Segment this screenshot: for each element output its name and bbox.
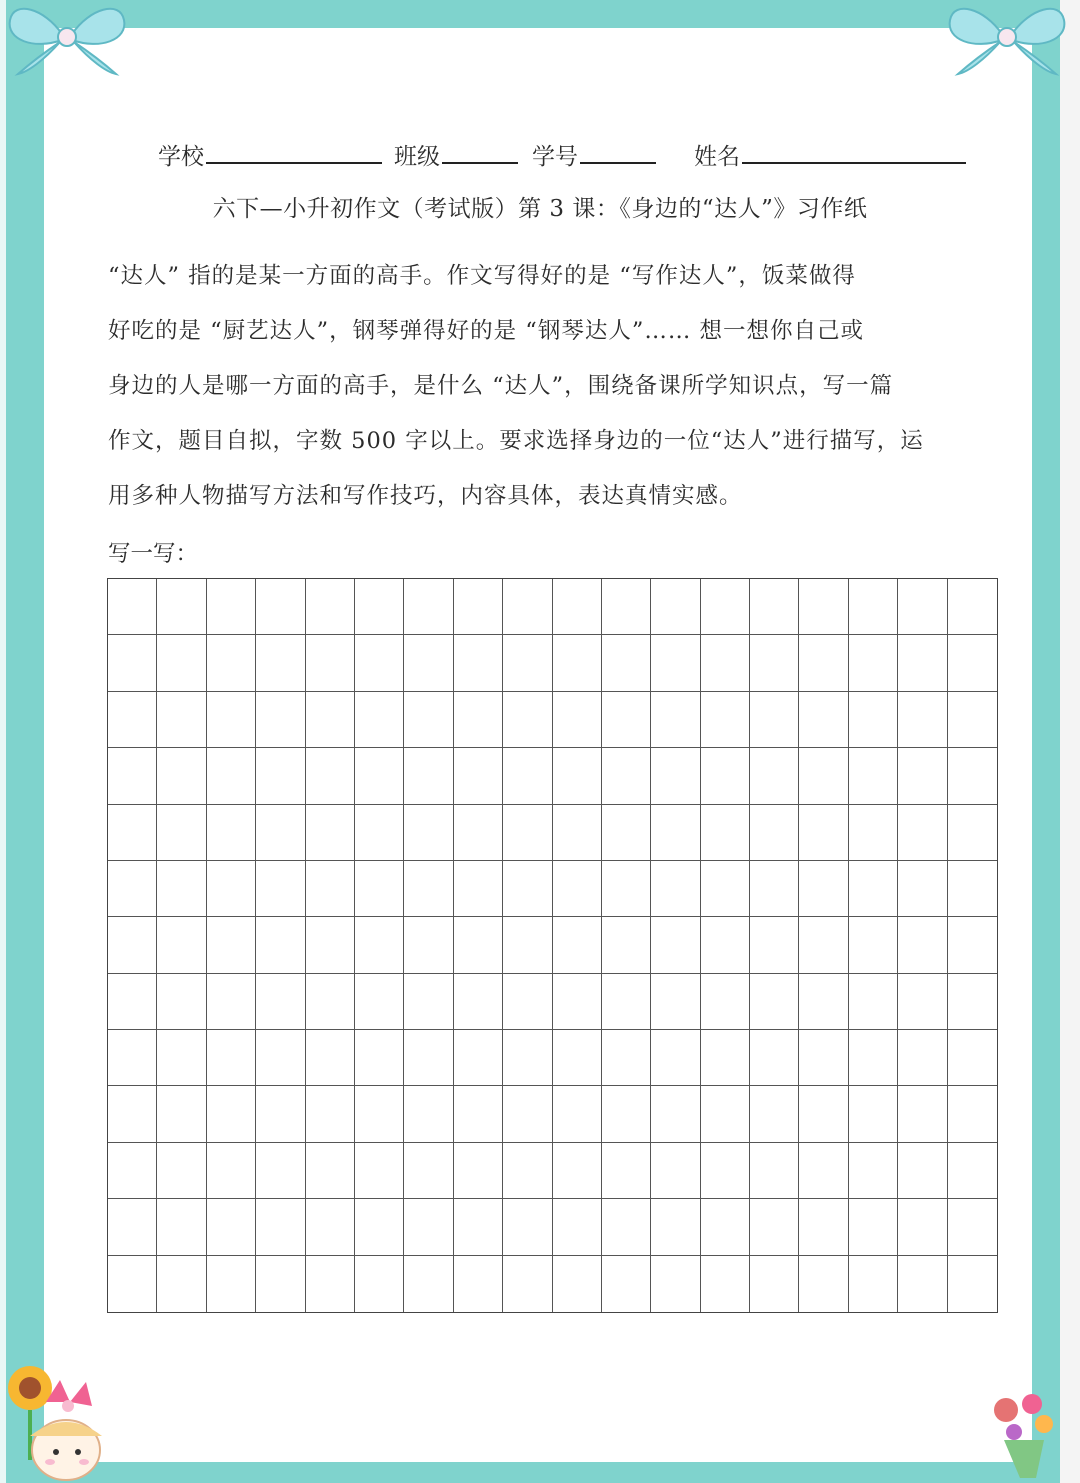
grid-cell[interactable] bbox=[157, 1256, 206, 1312]
grid-cell[interactable] bbox=[306, 1143, 355, 1199]
grid-cell[interactable] bbox=[404, 1256, 453, 1312]
grid-cell[interactable] bbox=[306, 692, 355, 748]
grid-cell[interactable] bbox=[849, 1030, 898, 1086]
grid-cell[interactable] bbox=[207, 861, 256, 917]
grid-cell[interactable] bbox=[948, 1030, 997, 1086]
grid-cell[interactable] bbox=[454, 1256, 503, 1312]
grid-cell[interactable] bbox=[898, 1256, 947, 1312]
grid-cell[interactable] bbox=[799, 1256, 848, 1312]
grid-cell[interactable] bbox=[355, 974, 404, 1030]
grid-cell[interactable] bbox=[701, 1086, 750, 1142]
grid-cell[interactable] bbox=[553, 748, 602, 804]
grid-cell[interactable] bbox=[651, 974, 700, 1030]
grid-cell[interactable] bbox=[849, 1143, 898, 1199]
grid-cell[interactable] bbox=[701, 1030, 750, 1086]
class-blank[interactable] bbox=[442, 162, 518, 164]
grid-cell[interactable] bbox=[207, 1086, 256, 1142]
grid-cell[interactable] bbox=[404, 917, 453, 973]
grid-cell[interactable] bbox=[157, 1030, 206, 1086]
grid-cell[interactable] bbox=[404, 805, 453, 861]
grid-cell[interactable] bbox=[799, 917, 848, 973]
grid-cell[interactable] bbox=[157, 579, 206, 635]
grid-cell[interactable] bbox=[207, 748, 256, 804]
grid-cell[interactable] bbox=[503, 1030, 552, 1086]
grid-cell[interactable] bbox=[108, 974, 157, 1030]
grid-cell[interactable] bbox=[701, 1199, 750, 1255]
grid-cell[interactable] bbox=[553, 692, 602, 748]
grid-cell[interactable] bbox=[256, 1030, 305, 1086]
grid-cell[interactable] bbox=[651, 1086, 700, 1142]
grid-cell[interactable] bbox=[157, 1143, 206, 1199]
grid-cell[interactable] bbox=[701, 579, 750, 635]
grid-cell[interactable] bbox=[108, 635, 157, 691]
grid-cell[interactable] bbox=[306, 1199, 355, 1255]
grid-cell[interactable] bbox=[948, 805, 997, 861]
grid-cell[interactable] bbox=[651, 1199, 700, 1255]
grid-cell[interactable] bbox=[602, 1143, 651, 1199]
grid-cell[interactable] bbox=[404, 974, 453, 1030]
grid-cell[interactable] bbox=[503, 692, 552, 748]
grid-cell[interactable] bbox=[207, 805, 256, 861]
flower-bouquet-icon bbox=[984, 1380, 1064, 1480]
grid-cell[interactable] bbox=[454, 579, 503, 635]
grid-cell[interactable] bbox=[602, 861, 651, 917]
grid-cell[interactable] bbox=[750, 635, 799, 691]
grid-cell[interactable] bbox=[651, 635, 700, 691]
grid-cell[interactable] bbox=[108, 861, 157, 917]
name-blank[interactable] bbox=[742, 162, 966, 164]
grid-cell[interactable] bbox=[602, 579, 651, 635]
grid-cell[interactable] bbox=[602, 748, 651, 804]
grid-cell[interactable] bbox=[701, 635, 750, 691]
grid-cell[interactable] bbox=[849, 1199, 898, 1255]
grid-cell[interactable] bbox=[108, 1086, 157, 1142]
grid-cell[interactable] bbox=[355, 1086, 404, 1142]
grid-cell[interactable] bbox=[108, 1199, 157, 1255]
grid-cell[interactable] bbox=[602, 1086, 651, 1142]
grid-cell[interactable] bbox=[701, 748, 750, 804]
grid-cell[interactable] bbox=[404, 748, 453, 804]
writing-grid[interactable] bbox=[107, 578, 998, 1313]
grid-cell[interactable] bbox=[157, 692, 206, 748]
grid-cell[interactable] bbox=[553, 579, 602, 635]
grid-cell[interactable] bbox=[207, 635, 256, 691]
grid-cell[interactable] bbox=[553, 1030, 602, 1086]
grid-cell[interactable] bbox=[207, 579, 256, 635]
grid-cell[interactable] bbox=[503, 974, 552, 1030]
grid-cell[interactable] bbox=[651, 805, 700, 861]
grid-cell[interactable] bbox=[306, 861, 355, 917]
grid-cell[interactable] bbox=[404, 1143, 453, 1199]
grid-cell[interactable] bbox=[701, 692, 750, 748]
grid-cell[interactable] bbox=[701, 1143, 750, 1199]
grid-cell[interactable] bbox=[454, 692, 503, 748]
school-blank[interactable] bbox=[206, 162, 382, 164]
grid-cell[interactable] bbox=[108, 917, 157, 973]
grid-cell[interactable] bbox=[898, 692, 947, 748]
grid-cell[interactable] bbox=[799, 805, 848, 861]
grid-cell[interactable] bbox=[108, 1030, 157, 1086]
grid-cell[interactable] bbox=[948, 1086, 997, 1142]
grid-cell[interactable] bbox=[355, 805, 404, 861]
grid-cell[interactable] bbox=[157, 635, 206, 691]
grid-cell[interactable] bbox=[404, 1199, 453, 1255]
grid-cell[interactable] bbox=[651, 861, 700, 917]
grid-cell[interactable] bbox=[207, 1030, 256, 1086]
grid-cell[interactable] bbox=[799, 861, 848, 917]
grid-cell[interactable] bbox=[503, 1256, 552, 1312]
student-no-label: 学号 bbox=[532, 144, 578, 170]
grid-cell[interactable] bbox=[750, 917, 799, 973]
grid-cell[interactable] bbox=[701, 861, 750, 917]
grid-cell[interactable] bbox=[750, 1143, 799, 1199]
grid-cell[interactable] bbox=[799, 579, 848, 635]
prompt-line: 身边的人是哪一方面的高手，是什么 “达人”，围绕备课所学知识点，写一篇 bbox=[108, 373, 894, 399]
grid-cell[interactable] bbox=[553, 917, 602, 973]
class-label: 班级 bbox=[394, 144, 440, 170]
grid-cell[interactable] bbox=[454, 1086, 503, 1142]
grid-cell[interactable] bbox=[948, 635, 997, 691]
grid-cell[interactable] bbox=[256, 974, 305, 1030]
grid-cell[interactable] bbox=[503, 1199, 552, 1255]
grid-cell[interactable] bbox=[750, 579, 799, 635]
grid-cell[interactable] bbox=[306, 579, 355, 635]
grid-cell[interactable] bbox=[553, 1086, 602, 1142]
grid-cell[interactable] bbox=[157, 1086, 206, 1142]
grid-cell[interactable] bbox=[651, 1256, 700, 1312]
grid-cell[interactable] bbox=[750, 1199, 799, 1255]
grid-cell[interactable] bbox=[355, 861, 404, 917]
grid-cell[interactable] bbox=[256, 748, 305, 804]
grid-cell[interactable] bbox=[306, 1030, 355, 1086]
grid-cell[interactable] bbox=[207, 917, 256, 973]
grid-cell[interactable] bbox=[948, 861, 997, 917]
grid-cell[interactable] bbox=[503, 861, 552, 917]
grid-cell[interactable] bbox=[503, 579, 552, 635]
grid-cell[interactable] bbox=[404, 635, 453, 691]
grid-cell[interactable] bbox=[849, 861, 898, 917]
grid-cell[interactable] bbox=[553, 1199, 602, 1255]
grid-cell[interactable] bbox=[898, 1086, 947, 1142]
grid-cell[interactable] bbox=[602, 692, 651, 748]
grid-cell[interactable] bbox=[108, 748, 157, 804]
grid-cell[interactable] bbox=[701, 1256, 750, 1312]
grid-cell[interactable] bbox=[404, 579, 453, 635]
grid-cell[interactable] bbox=[750, 974, 799, 1030]
bow-icon bbox=[4, 0, 130, 80]
grid-cell[interactable] bbox=[207, 692, 256, 748]
grid-cell[interactable] bbox=[503, 1143, 552, 1199]
grid-cell[interactable] bbox=[108, 805, 157, 861]
prompt-line: 用多种人物描写方法和写作技巧，内容具体，表达真情实感。 bbox=[108, 483, 743, 509]
school-label: 学校 bbox=[158, 144, 204, 170]
grid-cell[interactable] bbox=[898, 1030, 947, 1086]
grid-cell[interactable] bbox=[948, 917, 997, 973]
grid-cell[interactable] bbox=[602, 974, 651, 1030]
grid-cell[interactable] bbox=[256, 1086, 305, 1142]
bow-icon bbox=[944, 0, 1070, 80]
grid-cell[interactable] bbox=[503, 805, 552, 861]
grid-cell[interactable] bbox=[750, 1256, 799, 1312]
grid-cell[interactable] bbox=[256, 805, 305, 861]
worksheet-title: 六下—小升初作文（考试版）第 3 课：《身边的“达人”》习作纸 bbox=[212, 196, 868, 222]
grid-cell[interactable] bbox=[404, 692, 453, 748]
grid-cell[interactable] bbox=[306, 1256, 355, 1312]
grid-cell[interactable] bbox=[454, 1030, 503, 1086]
grid-cell[interactable] bbox=[948, 1256, 997, 1312]
grid-cell[interactable] bbox=[849, 974, 898, 1030]
grid-cell[interactable] bbox=[898, 1199, 947, 1255]
grid-cell[interactable] bbox=[799, 635, 848, 691]
grid-cell[interactable] bbox=[503, 748, 552, 804]
grid-cell[interactable] bbox=[553, 1143, 602, 1199]
grid-cell[interactable] bbox=[651, 1030, 700, 1086]
grid-cell[interactable] bbox=[602, 805, 651, 861]
grid-cell[interactable] bbox=[306, 805, 355, 861]
grid-cell[interactable] bbox=[108, 692, 157, 748]
prompt-line: “达人” 指的是某一方面的高手。作文写得好的是 “写作达人”，饭菜做得 bbox=[108, 263, 856, 289]
grid-cell[interactable] bbox=[404, 1086, 453, 1142]
grid-cell[interactable] bbox=[849, 635, 898, 691]
grid-cell[interactable] bbox=[108, 579, 157, 635]
grid-cell[interactable] bbox=[651, 1143, 700, 1199]
grid-cell[interactable] bbox=[898, 579, 947, 635]
name-label: 姓名 bbox=[694, 144, 740, 170]
grid-cell[interactable] bbox=[157, 974, 206, 1030]
grid-cell[interactable] bbox=[256, 1199, 305, 1255]
grid-cell[interactable] bbox=[651, 579, 700, 635]
grid-cell[interactable] bbox=[701, 974, 750, 1030]
grid-cell[interactable] bbox=[454, 1143, 503, 1199]
grid-cell[interactable] bbox=[355, 748, 404, 804]
grid-cell[interactable] bbox=[849, 692, 898, 748]
grid-cell[interactable] bbox=[256, 635, 305, 691]
grid-cell[interactable] bbox=[256, 1143, 305, 1199]
student-no-blank[interactable] bbox=[580, 162, 656, 164]
grid-cell[interactable] bbox=[306, 635, 355, 691]
grid-cell[interactable] bbox=[454, 805, 503, 861]
grid-cell[interactable] bbox=[207, 974, 256, 1030]
grid-cell[interactable] bbox=[256, 579, 305, 635]
grid-cell[interactable] bbox=[157, 748, 206, 804]
grid-cell[interactable] bbox=[454, 861, 503, 917]
write-label: 写一写： bbox=[108, 541, 199, 567]
grid-cell[interactable] bbox=[207, 1143, 256, 1199]
grid-cell[interactable] bbox=[799, 1199, 848, 1255]
grid-cell[interactable] bbox=[404, 861, 453, 917]
grid-cell[interactable] bbox=[602, 917, 651, 973]
grid-cell[interactable] bbox=[602, 635, 651, 691]
grid-cell[interactable] bbox=[651, 917, 700, 973]
grid-cell[interactable] bbox=[948, 748, 997, 804]
sunflower-icon bbox=[0, 1352, 110, 1483]
grid-cell[interactable] bbox=[256, 861, 305, 917]
grid-cell[interactable] bbox=[306, 974, 355, 1030]
grid-cell[interactable] bbox=[503, 1086, 552, 1142]
prompt-line: 好吃的是 “厨艺达人”，钢琴弹得好的是 “钢琴达人”…… 想一想你自己或 bbox=[108, 318, 864, 344]
grid-cell[interactable] bbox=[948, 579, 997, 635]
grid-cell[interactable] bbox=[651, 692, 700, 748]
grid-cell[interactable] bbox=[602, 1256, 651, 1312]
grid-cell[interactable] bbox=[306, 748, 355, 804]
grid-cell[interactable] bbox=[750, 805, 799, 861]
grid-cell[interactable] bbox=[454, 1199, 503, 1255]
grid-cell[interactable] bbox=[157, 1199, 206, 1255]
grid-cell[interactable] bbox=[701, 917, 750, 973]
grid-cell[interactable] bbox=[750, 861, 799, 917]
grid-cell[interactable] bbox=[849, 748, 898, 804]
grid-cell[interactable] bbox=[355, 1256, 404, 1312]
grid-cell[interactable] bbox=[898, 748, 947, 804]
student-info-row bbox=[0, 132, 1080, 172]
grid-cell[interactable] bbox=[355, 1143, 404, 1199]
grid-cell[interactable] bbox=[355, 1199, 404, 1255]
grid-cell[interactable] bbox=[948, 974, 997, 1030]
grid-cell[interactable] bbox=[898, 917, 947, 973]
grid-cell[interactable] bbox=[454, 917, 503, 973]
grid-cell[interactable] bbox=[799, 1030, 848, 1086]
grid-cell[interactable] bbox=[602, 1199, 651, 1255]
grid-cell[interactable] bbox=[454, 748, 503, 804]
grid-cell[interactable] bbox=[553, 974, 602, 1030]
grid-cell[interactable] bbox=[553, 805, 602, 861]
grid-cell[interactable] bbox=[799, 1143, 848, 1199]
grid-cell[interactable] bbox=[157, 805, 206, 861]
grid-cell[interactable] bbox=[750, 692, 799, 748]
grid-cell[interactable] bbox=[454, 974, 503, 1030]
grid-cell[interactable] bbox=[207, 1199, 256, 1255]
grid-cell[interactable] bbox=[898, 635, 947, 691]
grid-cell[interactable] bbox=[355, 1030, 404, 1086]
grid-cell[interactable] bbox=[207, 1256, 256, 1312]
grid-cell[interactable] bbox=[108, 1143, 157, 1199]
grid-cell[interactable] bbox=[948, 1199, 997, 1255]
grid-cell[interactable] bbox=[651, 748, 700, 804]
grid-cell[interactable] bbox=[157, 861, 206, 917]
grid-cell[interactable] bbox=[799, 692, 848, 748]
grid-cell[interactable] bbox=[256, 1256, 305, 1312]
grid-cell[interactable] bbox=[306, 917, 355, 973]
grid-cell[interactable] bbox=[898, 974, 947, 1030]
grid-cell[interactable] bbox=[108, 1256, 157, 1312]
grid-cell[interactable] bbox=[750, 1086, 799, 1142]
grid-cell[interactable] bbox=[157, 917, 206, 973]
grid-cell[interactable] bbox=[355, 579, 404, 635]
grid-cell[interactable] bbox=[849, 805, 898, 861]
grid-cell[interactable] bbox=[355, 635, 404, 691]
grid-cell[interactable] bbox=[799, 974, 848, 1030]
grid-cell[interactable] bbox=[256, 917, 305, 973]
grid-cell[interactable] bbox=[454, 635, 503, 691]
grid-cell[interactable] bbox=[799, 1086, 848, 1142]
grid-cell[interactable] bbox=[849, 917, 898, 973]
grid-cell[interactable] bbox=[750, 748, 799, 804]
grid-cell[interactable] bbox=[799, 748, 848, 804]
grid-cell[interactable] bbox=[898, 1143, 947, 1199]
grid-cell[interactable] bbox=[849, 1256, 898, 1312]
grid-cell[interactable] bbox=[256, 692, 305, 748]
grid-cell[interactable] bbox=[948, 692, 997, 748]
grid-cell[interactable] bbox=[849, 1086, 898, 1142]
grid-cell[interactable] bbox=[503, 635, 552, 691]
grid-cell[interactable] bbox=[898, 805, 947, 861]
grid-cell[interactable] bbox=[553, 1256, 602, 1312]
grid-cell[interactable] bbox=[306, 1086, 355, 1142]
grid-cell[interactable] bbox=[503, 917, 552, 973]
grid-cell[interactable] bbox=[553, 861, 602, 917]
grid-cell[interactable] bbox=[898, 861, 947, 917]
grid-cell[interactable] bbox=[355, 917, 404, 973]
grid-cell[interactable] bbox=[701, 805, 750, 861]
grid-cell[interactable] bbox=[948, 1143, 997, 1199]
grid-cell[interactable] bbox=[602, 1030, 651, 1086]
grid-cell[interactable] bbox=[553, 635, 602, 691]
grid-cell[interactable] bbox=[404, 1030, 453, 1086]
grid-cell[interactable] bbox=[750, 1030, 799, 1086]
grid-cell[interactable] bbox=[355, 692, 404, 748]
grid-cell[interactable] bbox=[849, 579, 898, 635]
prompt-line: 作文，题目自拟，字数 500 字以上。要求选择身边的一位“达人”进行描写，运 bbox=[108, 428, 924, 454]
